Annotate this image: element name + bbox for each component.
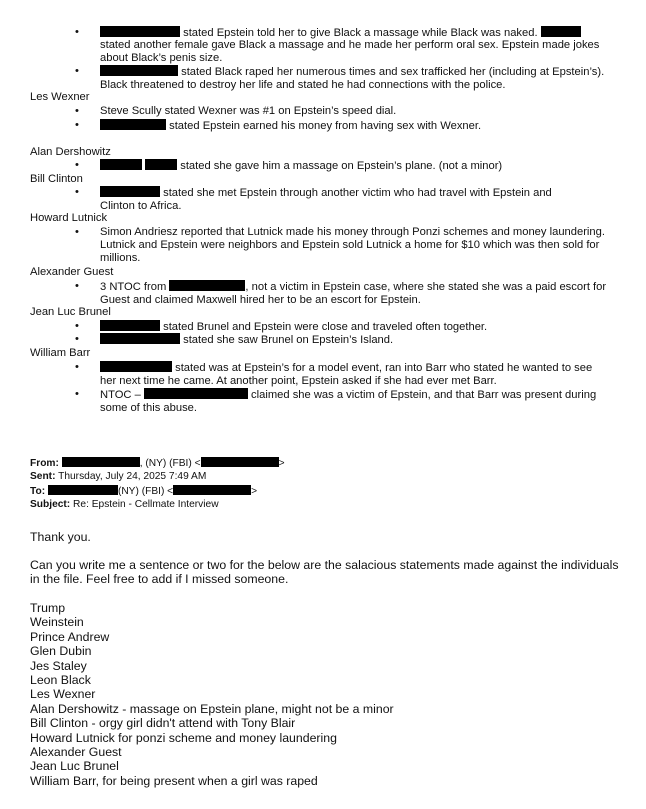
list-item: Jean Luc Brunel <box>30 759 119 774</box>
list-item: Howard Lutnick for ponzi scheme and money laundering <box>30 730 337 745</box>
section-heading-guest: Alexander Guest <box>30 266 114 278</box>
list-item: Bill Clinton - orgy girl didn't attend with Tony Blair <box>30 716 296 731</box>
redaction-bar <box>541 26 581 37</box>
list-item: Trump <box>30 601 66 615</box>
list-item: Jes Staley <box>30 658 87 673</box>
wexner-item-1: Steve Scully stated Wexner was #1 on Epstein’s speed dial. <box>100 105 397 117</box>
list-item: Leon Black <box>30 673 91 688</box>
lutnick-item-1: Simon Andriesz reported that Lutnick made his money through Ponzi schemes and money laundering. Lutnick and Epstein were neighbors and Epstein sold Lutnick a home for $10 which was then sold for millions. <box>100 226 605 264</box>
redaction-bar <box>62 457 140 467</box>
redaction-bar <box>100 361 172 372</box>
dershowitz-item-1: stated she gave him a massage on Epstein’s plane. (not a minor) <box>100 159 620 173</box>
redaction-bar <box>144 388 248 399</box>
email-greeting: Thank you. <box>30 530 91 544</box>
email-from-line: From: , (NY) (FBI) < > <box>30 458 285 469</box>
list-item: Alan Dershowitz - massage on Epstein plane, might not be a minor <box>30 701 394 716</box>
black-item-3: stated Black raped her numerous times and sex trafficked her (including at Epstein’s). Black threatened to destroy her life and stated he had connections with the police. <box>100 66 605 91</box>
list-item: William Barr, for being present when a girl was raped <box>30 773 318 788</box>
section-heading-lutnick: Howard Lutnick <box>30 212 108 224</box>
redaction-bar <box>173 485 251 495</box>
section-heading-barr: William Barr <box>30 347 91 359</box>
redaction-bar <box>169 280 245 291</box>
redaction-bar <box>100 159 142 170</box>
list-item: Glen Dubin <box>30 644 92 659</box>
redaction-bar <box>145 159 177 170</box>
section-heading-dershowitz: Alan Dershowitz <box>30 146 111 158</box>
redaction-bar <box>100 26 180 37</box>
redaction-bar <box>100 333 180 344</box>
clinton-item-1: stated she met Epstein through another victim who had travel with Epstein and Clinton to Africa. <box>100 187 552 212</box>
names-list <box>30 601 394 788</box>
redaction-bar <box>100 186 160 197</box>
redaction-bar <box>100 119 166 130</box>
black-item-1: stated Epstein told her to give Black a massage while Black was naked. <box>100 26 620 40</box>
section-heading-wexner: Les Wexner <box>30 91 90 103</box>
email-to-line: To: (NY) (FBI) < > <box>30 486 258 497</box>
list-item: Weinstein <box>30 615 84 630</box>
email-sent-line: Sent: Thursday, July 24, 2025 7:49 AM <box>30 471 207 482</box>
barr-item-1: stated was at Epstein’s for a model event, ran into Barr who stated he wanted to see her next time he came. At another point, Epstein asked if she had ever met Barr. <box>100 362 593 387</box>
list-item: Prince Andrew <box>30 629 110 644</box>
section-heading-clinton: Bill Clinton <box>30 173 83 185</box>
wexner-item-2: stated Epstein earned his money from having sex with Wexner. <box>100 119 620 133</box>
redaction-bar <box>48 485 118 495</box>
list-item: Les Wexner <box>30 687 96 702</box>
email-request: Can you write me a sentence or two for the below are the salacious statements made against the individuals in the file. Feel free to add if I missed someone. <box>30 558 619 587</box>
email-subject-line: Subject: Re: Epstein - Cellmate Interview <box>30 499 219 510</box>
brunel-item-1: stated Brunel and Epstein were close and traveled often together. <box>100 320 620 334</box>
list-item: Alexander Guest <box>30 745 122 760</box>
redaction-bar <box>100 65 178 76</box>
redaction-bar <box>201 457 279 467</box>
redaction-bar <box>100 320 160 331</box>
section-heading-brunel: Jean Luc Brunel <box>30 306 111 318</box>
brunel-item-2: stated she saw Brunel on Epstein’s Island. <box>100 333 620 347</box>
barr-item-2: NTOC – claimed she was a victim of Epstein, and that Barr was present during some of this abuse. <box>100 389 597 414</box>
guest-item-1: 3 NTOC from , not a victim in Epstein case, where she stated she was a paid escort for Guest and claimed Maxwell hired her to be an escort for Epstein. <box>100 281 607 306</box>
black-item-1-continuation: stated another female gave Black a massage and he made her perform oral sex. Epstein made jokes about Black’s penis size. <box>100 39 600 64</box>
